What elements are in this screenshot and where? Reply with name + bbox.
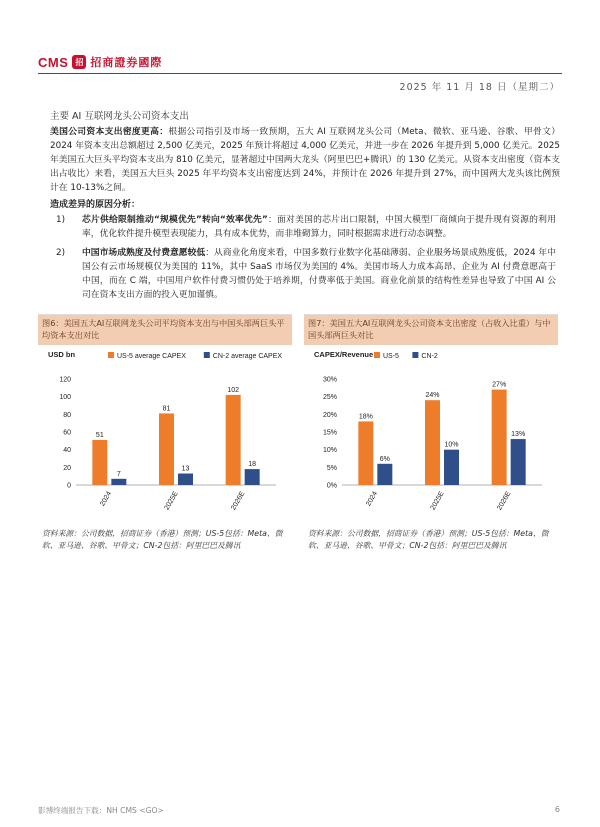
bar: [425, 400, 440, 485]
y-tick-label: 80: [63, 411, 71, 419]
y-tick-label: 0: [67, 482, 71, 490]
bar: [226, 395, 241, 485]
bar: [111, 479, 126, 485]
bar: [358, 421, 373, 485]
legend-label: CN-2: [421, 353, 438, 360]
bar: [92, 440, 107, 485]
list-item: [56, 213, 556, 241]
figure-source: 资料来源：公司数据，招商证券（香港）预测；US-5包括：Meta、微软、亚马逊、谷歌、甲骨文；CN-2包括：阿里巴巴及腾讯: [308, 529, 549, 550]
paragraph-body: 根据公司指引及市场一致预期，五大 AI 互联网龙头公司（Meta、微软、亚马逊、谷歌、甲骨文）2024 年资本支出总额超过 2,500 亿美元，2025 年预计将超过 4,000 亿美元，并进一步在 2026 年提升到 5,000 亿美元。2025 年美国五大巨头平均资本支出为 810 亿美元，显著超过中国两大龙头（阿里巴巴+腾讯）的 130 亿美元。从资本支出密度（资本支出占收比）来看，美国五大巨头 2025 年平均资本支出密度达到 24%，并预计在 2026 年提升到 27%，而中国两大龙头该比例预计在 10-13%之间。: [50, 127, 560, 193]
legend-swatch: [374, 352, 380, 358]
legend-label: US-5 average CAPEX: [117, 353, 186, 360]
page-number: 6: [554, 805, 560, 814]
bar: [511, 439, 526, 485]
legend-swatch: [108, 352, 114, 358]
section-title: 主要 AI 互联网龙头公司资本支出: [50, 111, 189, 122]
x-tick-label: 2026E: [496, 490, 513, 512]
figure-title: 图6：美国五大AI互联网龙头公司平均资本支出与中国头部两巨头平均资本支出对比: [38, 315, 292, 345]
figure-source: 资料来源：公司数据，招商证券（香港）预测；US-5包括：Meta、微软、亚马逊、谷歌、甲骨文；CN-2包括：阿里巴巴及腾讯: [42, 529, 283, 550]
y-tick-label: 0%: [326, 482, 337, 490]
x-tick-label: 2026E: [230, 490, 247, 512]
data-label: 27%: [492, 381, 507, 389]
data-label: 18%: [358, 413, 373, 421]
bar: [444, 450, 459, 485]
data-label: 13: [181, 465, 190, 473]
figure-title: 图7：美国五大AI互联网龙头公司资本支出密度（占收入比重）与中国头部两巨头对比: [304, 315, 558, 345]
y-tick-label: 40: [63, 447, 71, 455]
bar: [159, 413, 174, 485]
figure-7: [304, 314, 558, 525]
y-tick-label: 15%: [322, 429, 337, 437]
y-tick-label: 120: [59, 376, 71, 384]
list-body: ：面对美国的芯片出口限制，中国大模型厂商倾向于提升现有资源的利用率，优化软件提升模型表现能力，具有成本优势，而非堆砌算力，同时根据需求进行动态调整。: [82, 215, 556, 239]
y-tick-label: 10%: [322, 447, 337, 455]
legend-label: CN-2 average CAPEX: [212, 353, 283, 360]
capex-bar-chart: [38, 345, 292, 525]
legend-swatch: [412, 352, 418, 358]
list-item: [56, 246, 556, 302]
data-label: 6%: [379, 455, 390, 463]
data-label: 13%: [511, 431, 526, 439]
capex-density-bar-chart: [304, 345, 558, 525]
y-tick-label: 20%: [322, 411, 337, 419]
logo-chinese-name: 招商證券國際: [90, 56, 163, 69]
footer-text: 影博终端报告下载：NH CMS <GO>: [38, 806, 164, 815]
paragraph-capex-density: [50, 125, 560, 195]
data-label: 51: [95, 431, 104, 439]
y-tick-label: 25%: [322, 394, 337, 402]
bar: [178, 474, 193, 485]
data-label: 18: [248, 461, 257, 469]
list-body: ：从商业化角度来看，中国多数行业数字化基础薄弱、企业服务场景成熟度低，2024 年中国公有云市场规模仅为美国的 11%，其中 SaaS 市场仅为美国的 4%。美国市场人力成本高昂、企业为 AI 付费意愿高于中国，而在 C 端，中国用户软件付费习惯仍处于培养期，付费率低于美国。商业化前景的结构性差异也导致了中国 AI 公司在资本支出方面的投入更加谨慎。: [82, 248, 556, 300]
list-lead: 中国市场成熟度及付费意愿较低: [82, 248, 206, 258]
x-tick-label: 2025E: [163, 490, 180, 512]
y-tick-label: 5%: [326, 464, 337, 472]
logo-badge-icon: 招: [72, 55, 86, 69]
data-label: 7: [116, 470, 121, 478]
reasons-heading: 造成差异的原因分析：: [50, 200, 141, 210]
figure-6: [38, 314, 292, 525]
bar: [377, 464, 392, 485]
legend-swatch: [204, 352, 210, 358]
y-tick-label: 20: [63, 464, 71, 472]
logo-text: CMS: [38, 54, 69, 70]
y-tick-label: 100: [59, 394, 71, 402]
paragraph-lead: 美国公司资本支出密度更高：: [50, 127, 169, 137]
list-lead: 芯片供给限制推动“规模优先”转向“效率优先”: [82, 215, 268, 225]
report-date: 2025 年 11 月 18 日（星期二）: [399, 82, 560, 93]
list-number: 1): [56, 215, 66, 225]
data-label: 81: [162, 405, 171, 413]
data-label: 102: [227, 386, 240, 394]
company-logo: [38, 54, 162, 70]
legend-label: US-5: [383, 353, 399, 360]
y-tick-label: 30%: [322, 376, 337, 384]
x-tick-label: 2024: [99, 490, 114, 508]
data-label: 10%: [444, 441, 459, 449]
y-axis-label: USD bn: [48, 350, 76, 359]
bar: [245, 469, 260, 485]
x-tick-label: 2024: [365, 490, 380, 508]
x-tick-label: 2025E: [429, 490, 446, 512]
y-axis-label: CAPEX/Revenue: [314, 350, 374, 359]
bar: [492, 390, 507, 485]
data-label: 24%: [425, 392, 440, 400]
header-divider: [38, 73, 562, 74]
y-tick-label: 60: [63, 429, 71, 437]
list-number: 2): [56, 248, 66, 258]
